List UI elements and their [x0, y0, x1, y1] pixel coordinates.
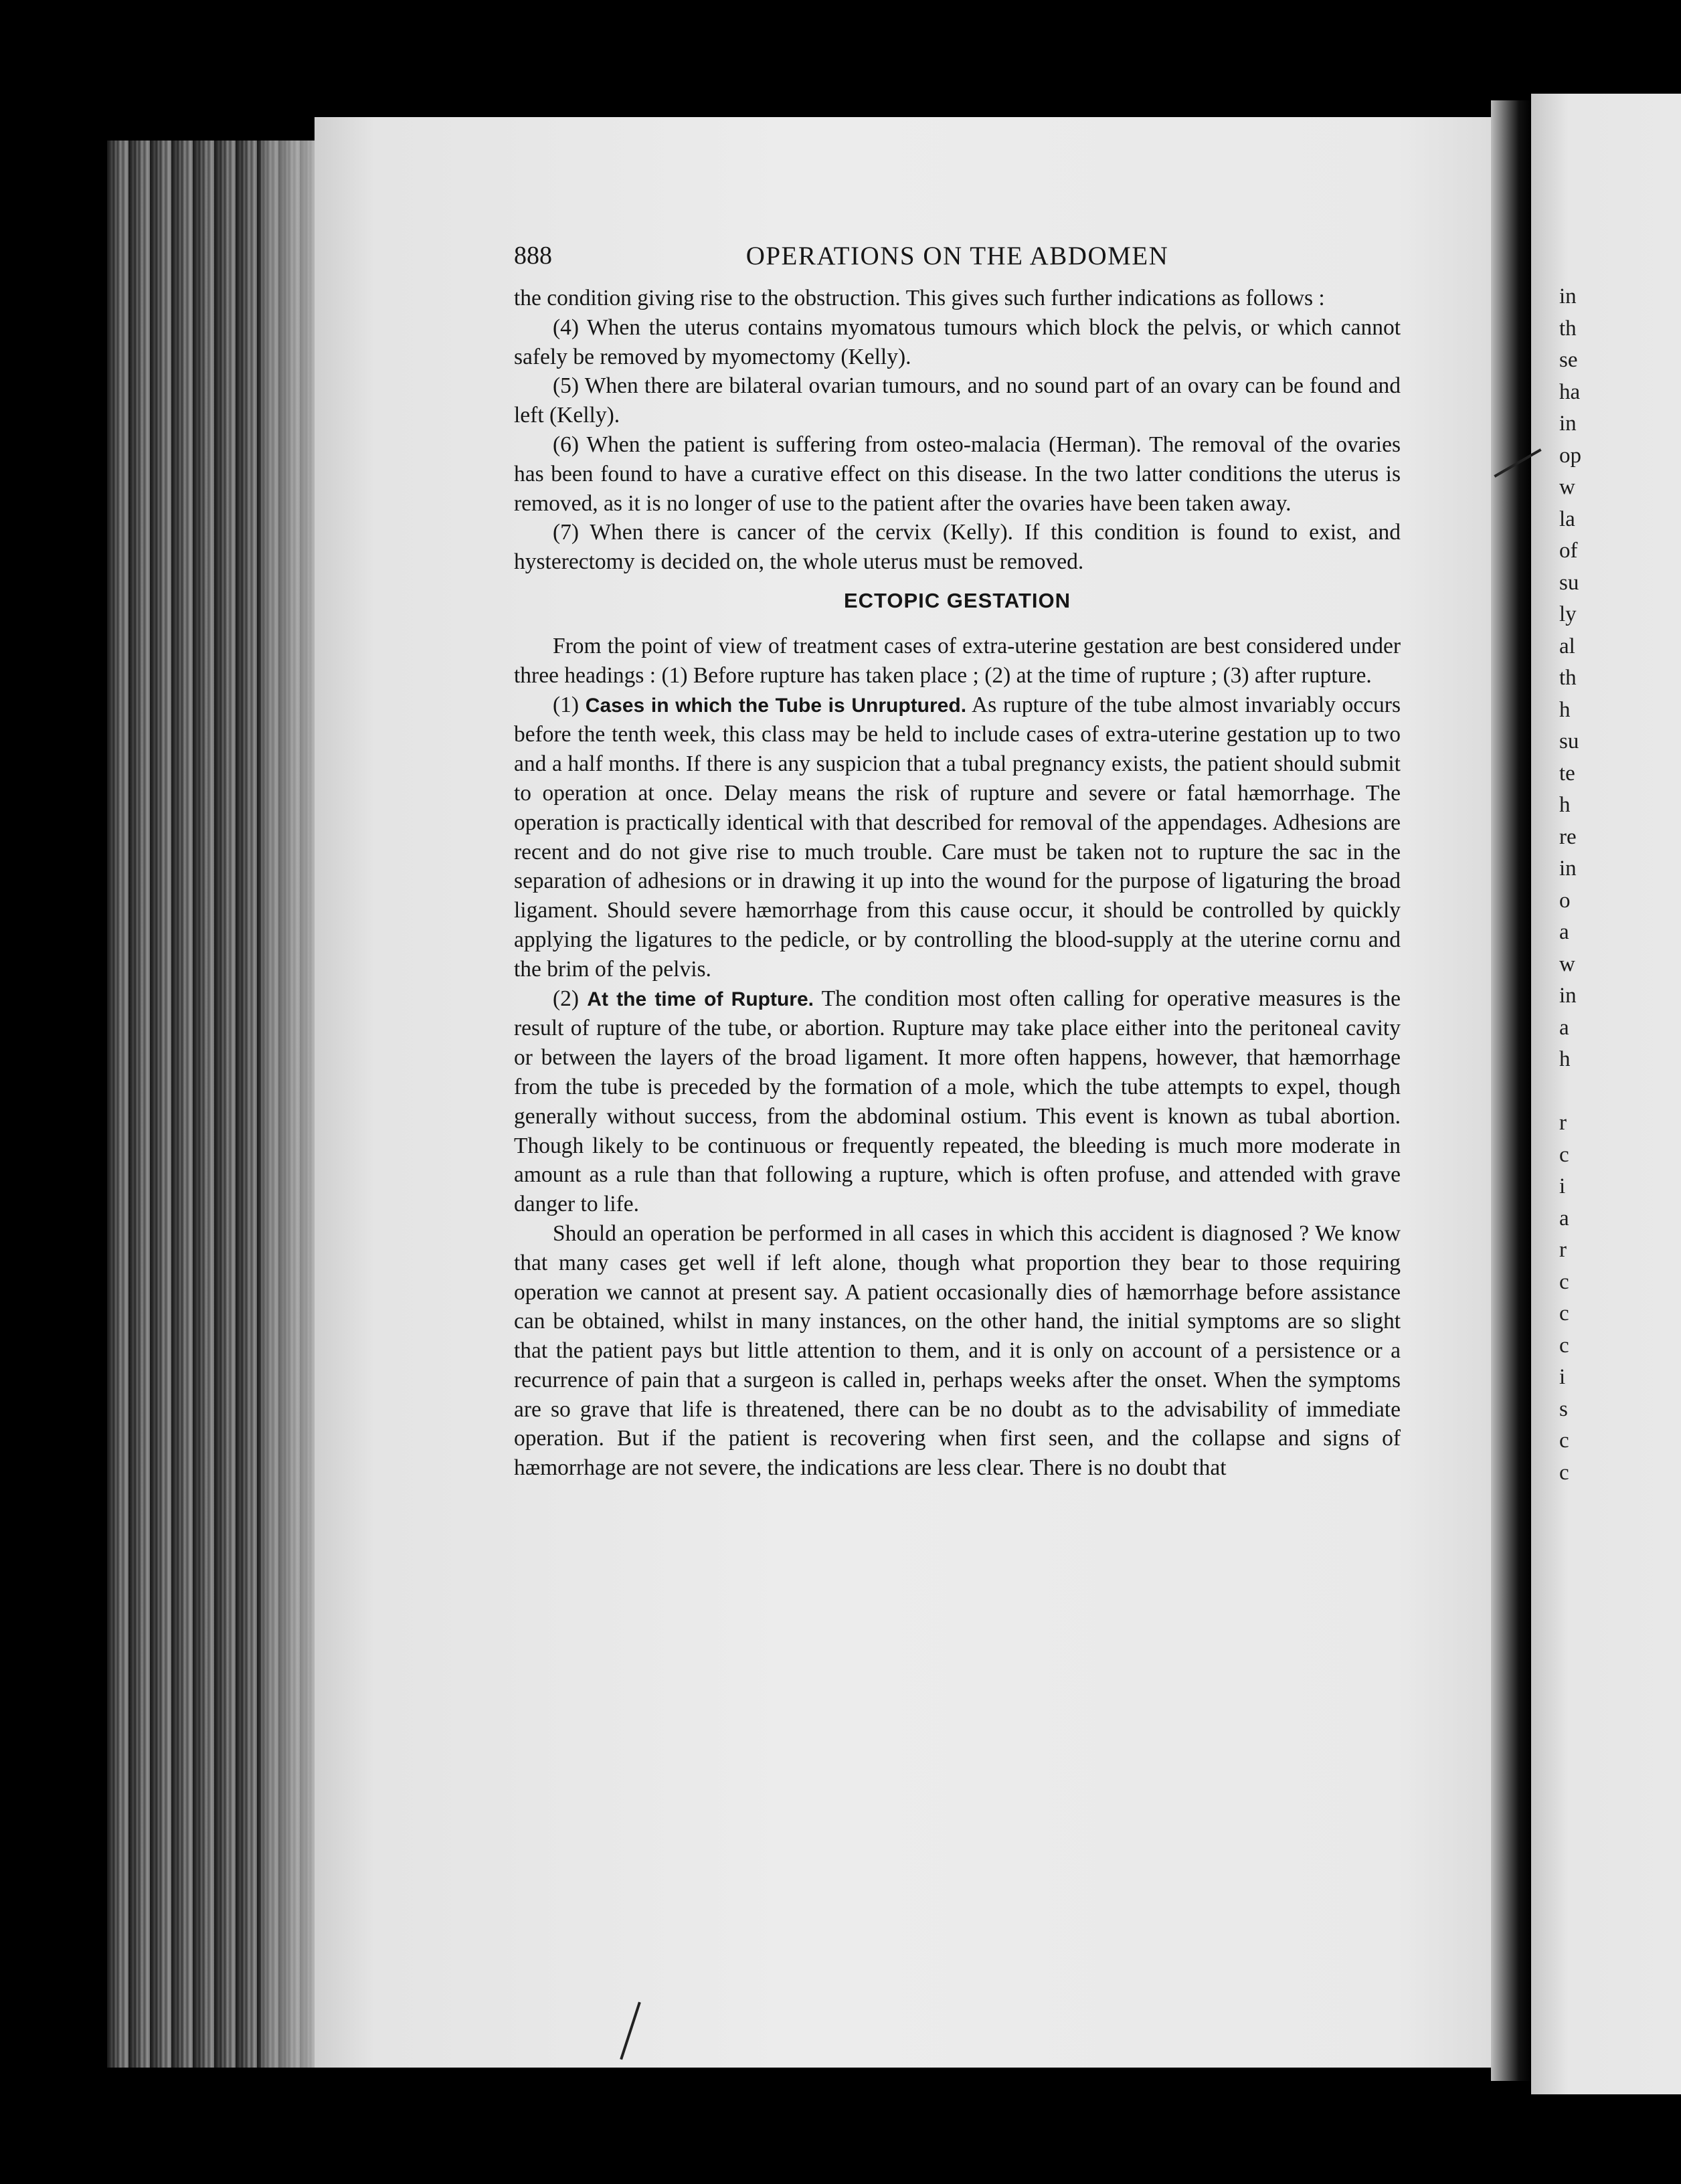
facing-page-line: r: [1559, 1238, 1567, 1262]
facing-page-line: ha: [1559, 379, 1581, 404]
facing-page-line: se: [1559, 348, 1578, 372]
facing-page-line: c: [1559, 1429, 1569, 1453]
case-2-number: (2): [553, 986, 580, 1011]
page-number: 888: [514, 242, 552, 270]
facing-page-line: op: [1559, 443, 1581, 468]
facing-page-line: h: [1559, 697, 1571, 722]
facing-page-line: c: [1559, 1333, 1569, 1358]
facing-page-line: s: [1559, 1396, 1568, 1421]
facing-page-line: a: [1559, 920, 1569, 944]
facing-page-line: te: [1559, 761, 1575, 786]
facing-page-line: su: [1559, 570, 1579, 595]
paragraph-item-4: (4) When the uterus contains myomatous tumours which block the pelvis, or which cannot safely be removed by myomectomy (Kelly).: [514, 314, 1401, 369]
facing-page-line: w: [1559, 475, 1575, 499]
facing-page-line: c: [1559, 1460, 1569, 1485]
case-1-text: As rupture of the tube almost invariably occurs before the tenth week, this class may be held to include cases of extra-uterine gestation up to two and a half months. If there is any suspicion that a tubal pregnancy exists, the patient should submit to operation at once. Delay means the risk of rupture and severe or fatal hæmorrhage. The operation is practically identical with that described for removal of the appendages. Adhesions are recent and do not give rise to much trouble. Care must be taken not to rupture the sac in the separation of adhesions or in drawing it up into the wound for the purpose of ligaturing the broad ligament. Should severe hæmorrhage from this cause occur, it should be controlled by quickly applying the ligatures to the pedicle, or by controlling the blood-supply at the uterine cornu and the brim of the pelvis.: [514, 692, 1401, 982]
facing-page-line: h: [1559, 1047, 1571, 1071]
facing-page-line: c: [1559, 1142, 1569, 1167]
case-2-paragraph: [514, 984, 1401, 1219]
facing-page-line: in: [1559, 284, 1577, 308]
case-1-heading: Cases in which the Tube is Unruptured.: [585, 694, 967, 717]
facing-page-line: in: [1559, 412, 1577, 436]
facing-page-line: a: [1559, 1206, 1569, 1231]
facing-page-line: re: [1559, 824, 1577, 849]
case-1-number: (1): [553, 692, 580, 717]
facing-page-line: i: [1559, 1365, 1566, 1389]
facing-page-line: th: [1559, 316, 1577, 341]
facing-page-line: in: [1559, 984, 1577, 1008]
facing-page-line: c: [1559, 1301, 1569, 1326]
facing-page-line: o: [1559, 888, 1571, 913]
section-title: ECTOPIC GESTATION: [843, 588, 1071, 612]
section-intro: From the point of view of treatment cases of extra-uterine gestation are best considered under three headings : (1) Before rupture has taken place ; (2) at the time of rupture ; (3) after rupture.: [514, 633, 1401, 688]
facing-page-line: of: [1559, 539, 1578, 563]
facing-page-line: su: [1559, 729, 1579, 753]
facing-page-line: a: [1559, 1015, 1569, 1040]
book-gutter-shadow: [1491, 100, 1531, 2081]
page-header: [514, 241, 1401, 281]
facing-page-line: [1559, 1076, 1681, 1108]
facing-page-line: h: [1559, 793, 1571, 817]
facing-page-line: c: [1559, 1269, 1569, 1294]
book-page-edge: [107, 141, 335, 2068]
case-1-paragraph: [514, 691, 1401, 984]
case-2-heading: At the time of Rupture.: [587, 988, 814, 1010]
facing-page-line: in: [1559, 856, 1577, 881]
case-2-text: The condition most often calling for operative measures is the result of rupture of the tube, or abortion. Rupture may take place either into the peritoneal cavity or between the layers of the broad ligament. It more often happens, however, that hæmorrhage from the tube is preceded by the formation of a mole, which the tube attempts to expel, though generally without success, from the abdominal ostium. This event is known as tubal abortion. Though likely to be continuous or frequently repeated, the bleeding is much more moderate in amount as a rule than that following a rupture, which is often profuse, and attended with grave danger to life.: [514, 986, 1401, 1217]
facing-page-line: la: [1559, 507, 1575, 531]
facing-page-line: th: [1559, 666, 1577, 690]
facing-page-line: w: [1559, 951, 1575, 976]
paragraph-item-5: (5) When there are bilateral ovarian tumours, and no sound part of an ovary can be found and left (Kelly).: [514, 373, 1401, 428]
facing-page-text: [1559, 281, 1681, 1489]
facing-page-line: i: [1559, 1174, 1566, 1198]
paragraph-item-6: (6) When the patient is suffering from osteo-malacia (Herman). The removal of the ovaries has been found to have a curative effect on this disease. In the two latter conditions the uterus is removed, as it is no longer of use to the patient after the ovaries have been taken away.: [514, 432, 1401, 516]
facing-page-line: r: [1559, 1111, 1567, 1135]
closing-paragraph: Should an operation be performed in all cases in which this accident is diagnosed ? We know that many cases get well if left alone, though what proportion they bear to those requiring operation we cannot at present say. A patient occasionally dies of hæmorrhage before assistance can be obtained, whilst in many instances, on the other hand, the initial symptoms are so slight that the patient pays but little attention to them, and it is only on account of a persistence or a recurrence of pain that a surgeon is called in, perhaps weeks after the onset. When the symptoms are so grave that life is threatened, there can be no doubt as to the advisability of immediate operation. But if the patient is recovering when first seen, and the collapse and signs of hæmorrhage are not severe, the indications are less clear. There is no doubt that: [514, 1220, 1401, 1481]
paragraph-item-7: (7) When there is cancer of the cervix (Kelly). If this condition is found to exist, and hysterectomy is decided on, the whole uterus must be removed.: [514, 520, 1401, 575]
paragraph-continuation: the condition giving rise to the obstruction. This gives such further indications as follows :: [514, 286, 1325, 310]
page-content: [514, 241, 1401, 1483]
facing-page-line: al: [1559, 634, 1575, 658]
running-title: OPERATIONS ON THE ABDOMEN: [745, 242, 1169, 270]
facing-page-line: ly: [1559, 602, 1577, 626]
